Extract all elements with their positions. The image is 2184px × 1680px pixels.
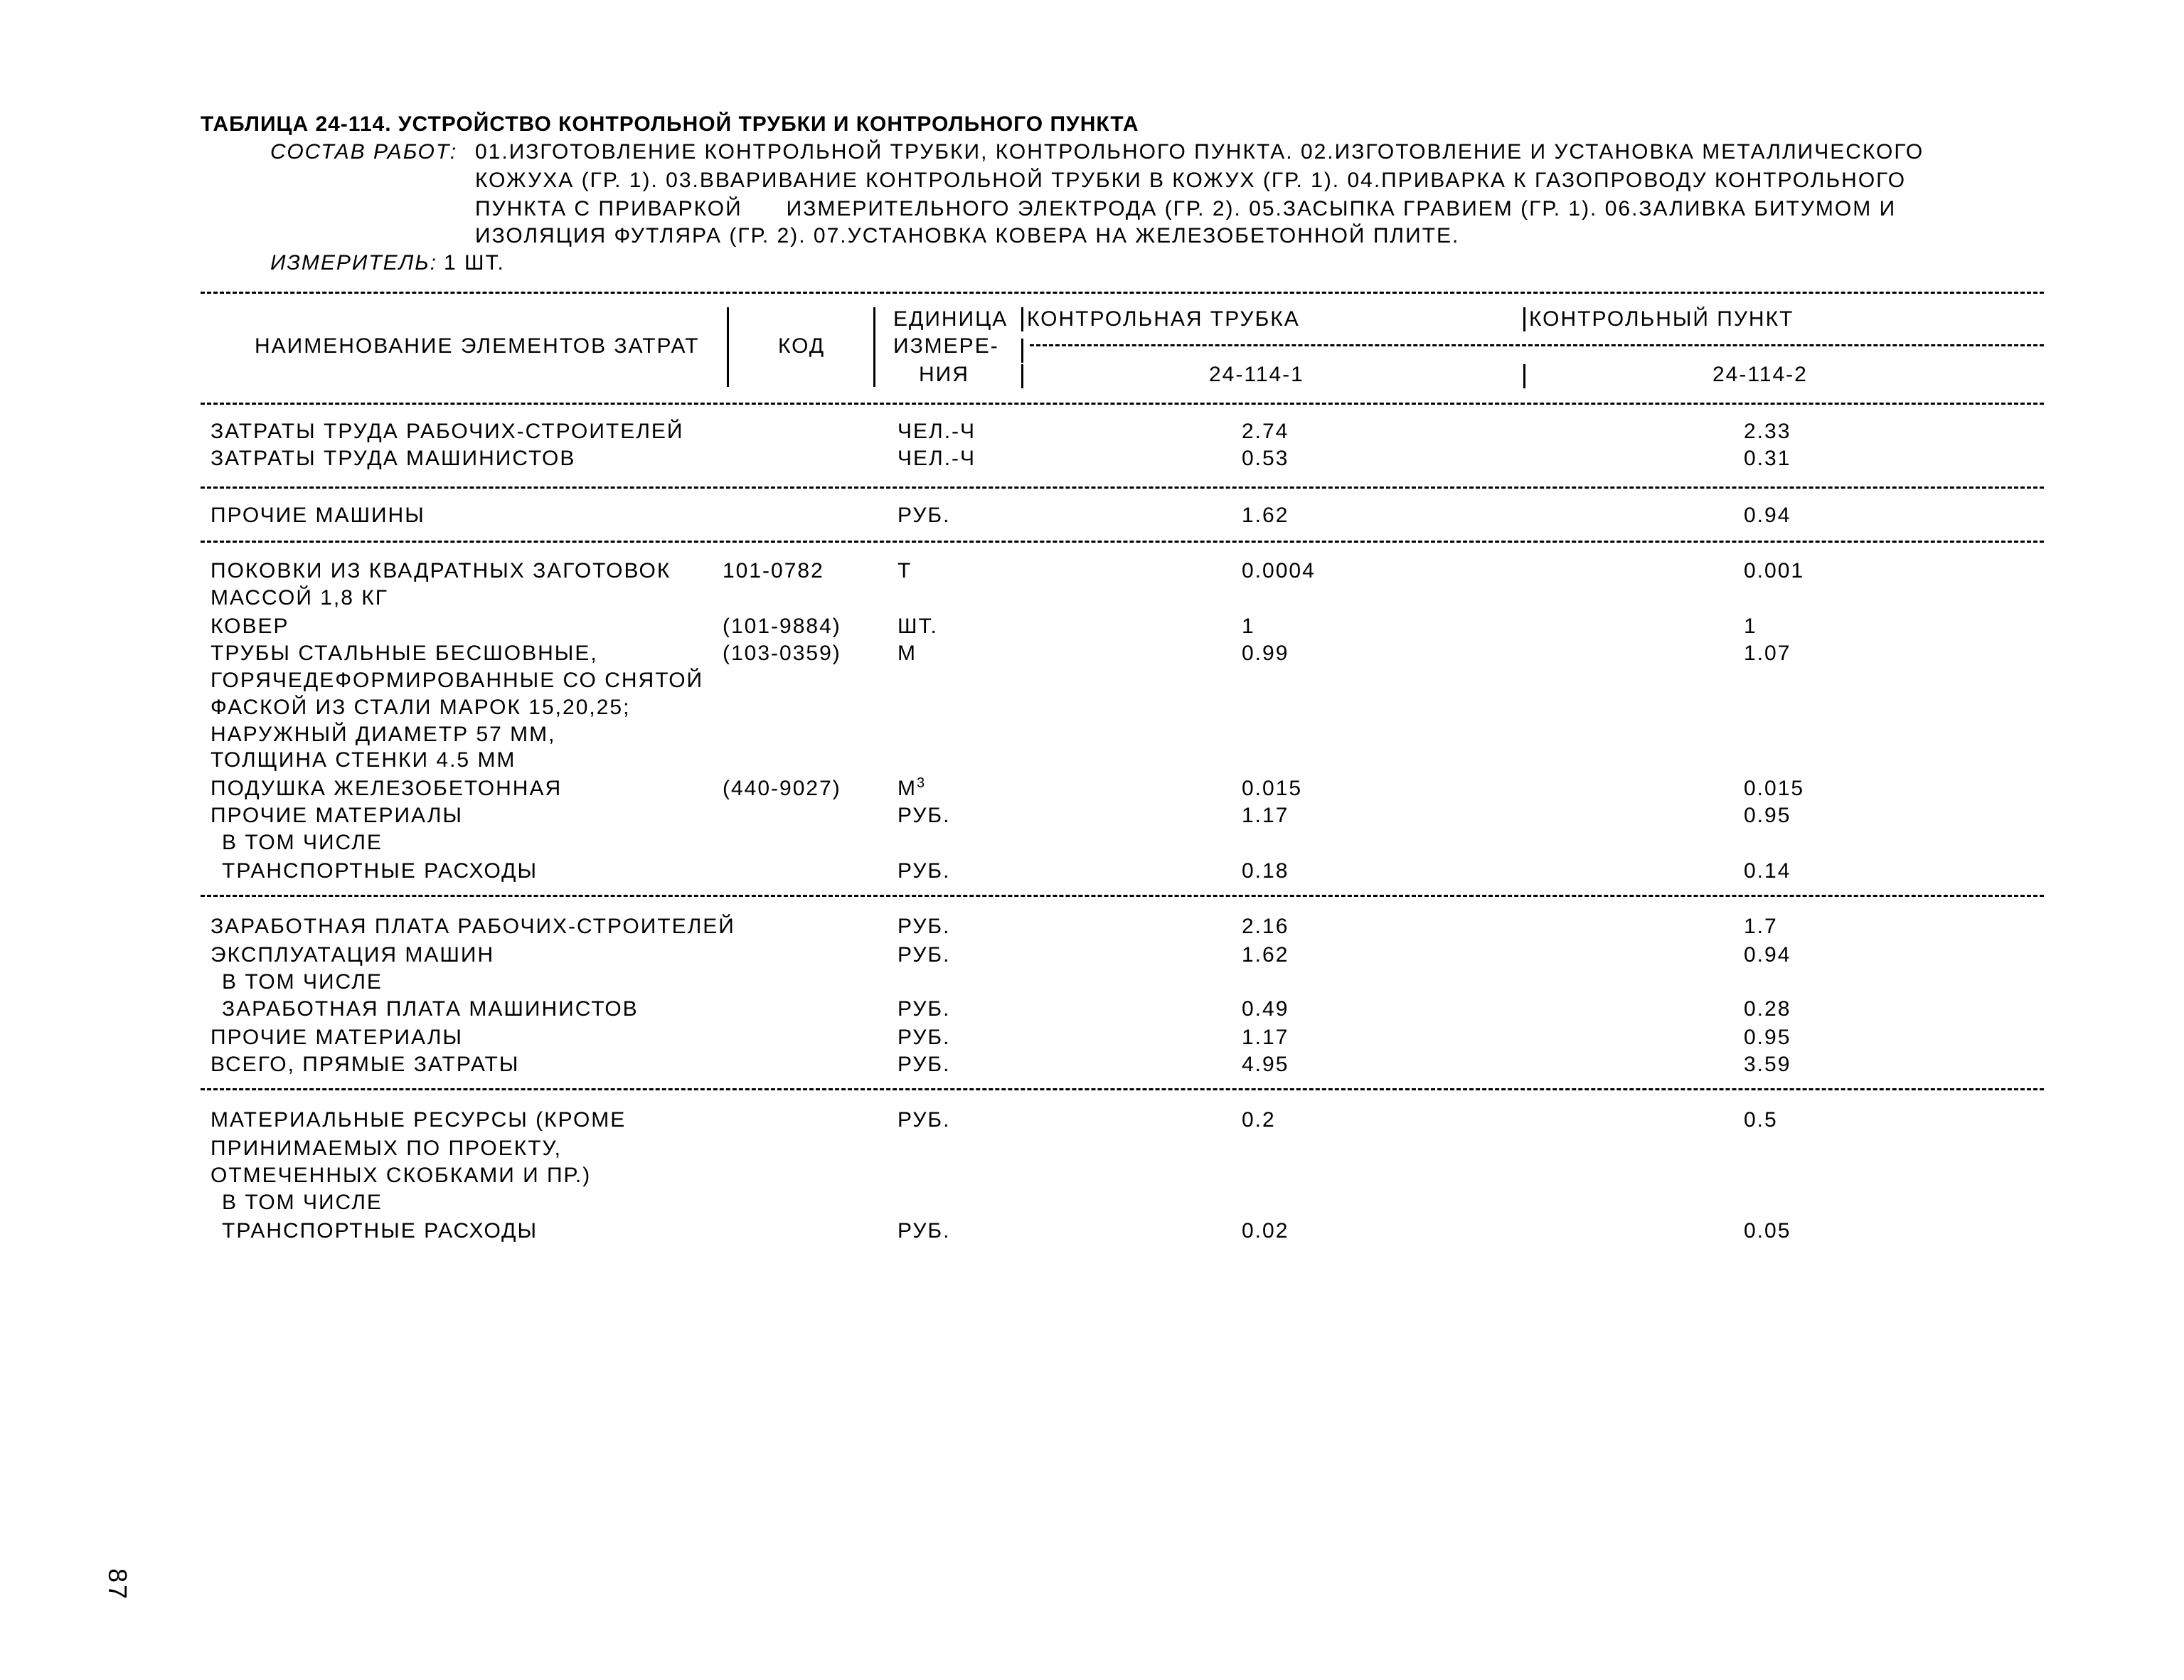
table-top-rule xyxy=(201,292,2044,294)
row-v2: 3.59 xyxy=(1744,1053,1791,1076)
row-name: ЗАТРАТЫ ТРУДА МАШИНИСТОВ xyxy=(211,447,576,470)
row-name: В ТОМ ЧИСЛЕ xyxy=(222,1191,383,1214)
row-v2: 0.94 xyxy=(1744,943,1791,967)
row-v1: 4.95 xyxy=(1242,1053,1289,1076)
row-name: В ТОМ ЧИСЛЕ xyxy=(222,970,383,994)
row-v2: 1 xyxy=(1744,615,1757,638)
row-v1: 0.2 xyxy=(1242,1108,1276,1132)
row-unit: РУБ. xyxy=(897,943,951,967)
header-unit: НИЯ xyxy=(919,363,969,386)
header-separator xyxy=(1021,307,1023,331)
row-code: (101-9884) xyxy=(723,615,841,638)
row-unit: РУБ. xyxy=(897,1026,951,1049)
row-v2: 0.001 xyxy=(1744,559,1805,583)
row-unit: РУБ. xyxy=(897,504,951,527)
section-rule xyxy=(201,487,2044,489)
row-v1: 0.02 xyxy=(1242,1219,1289,1243)
row-unit: $М^3$ xyxy=(897,775,927,800)
section-rule xyxy=(201,541,2044,543)
row-name: ВСЕГО, ПРЯМЫЕ ЗАТРАТЫ xyxy=(211,1053,520,1076)
composition-line: 01.ИЗГОТОВЛЕНИЕ КОНТРОЛЬНОЙ ТРУБКИ, КОНТРОЛЬНОГО ПУНКТА. 02.ИЗГОТОВЛЕНИЕ И УСТАНОВКА МЕТАЛЛИЧЕСКОГО xyxy=(475,140,1924,164)
header-separator xyxy=(727,307,729,387)
row-unit: РУБ. xyxy=(897,1053,951,1076)
row-v2: 0.95 xyxy=(1744,1026,1791,1049)
header-name: НАИМЕНОВАНИЕ ЭЛЕМЕНТОВ ЗАТРАТ xyxy=(255,334,700,358)
row-name: МАССОЙ 1,8 КГ xyxy=(211,586,389,610)
row-v1: 0.0004 xyxy=(1242,559,1316,583)
composition-line: КОЖУХА (ГР. 1). 03.ВВАРИВАНИЕ КОНТРОЛЬНОЙ ТРУБКИ В КОЖУХ (ГР. 1). 04.ПРИВАРКА К ГАЗОПРОВОДУ КОНТРОЛЬНОГО xyxy=(475,169,1907,192)
row-name: ФАСКОЙ ИЗ СТАЛИ МАРОК 15,20,25; xyxy=(211,696,631,719)
row-unit: РУБ. xyxy=(897,804,951,827)
row-name: ТРУБЫ СТАЛЬНЫЕ БЕСШОВНЫЕ, xyxy=(211,642,598,665)
header-separator xyxy=(873,307,875,387)
row-v2: 1.07 xyxy=(1744,642,1791,665)
meter-label: ИЗМЕРИТЕЛЬ: xyxy=(270,251,438,275)
row-v1: 2.16 xyxy=(1242,915,1289,938)
header-separator xyxy=(1021,364,1023,388)
row-v1: 1 xyxy=(1242,615,1255,638)
header-separator xyxy=(1523,307,1525,331)
row-v2: 0.5 xyxy=(1744,1108,1778,1132)
header-bottom-rule xyxy=(201,403,2044,405)
row-name: ПРОЧИЕ МАШИНЫ xyxy=(211,504,425,527)
row-v1: 0.49 xyxy=(1242,997,1289,1021)
row-v1: 1.17 xyxy=(1242,1026,1289,1049)
row-name: ТРАНСПОРТНЫЕ РАСХОДЫ xyxy=(222,1219,538,1243)
row-unit: РУБ. xyxy=(897,1108,951,1132)
header-unit: ЕДИНИЦА xyxy=(893,307,1008,331)
row-name: НАРУЖНЫЙ ДИАМЕТР 57 ММ, xyxy=(211,723,556,746)
row-v1: 1.62 xyxy=(1242,943,1289,967)
row-name: КОВЕР xyxy=(211,615,289,638)
header-code: КОД xyxy=(778,334,826,358)
row-v2: 0.94 xyxy=(1744,504,1791,527)
row-unit: ЧЕЛ.-Ч xyxy=(897,447,976,470)
row-name: МАТЕРИАЛЬНЫЕ РЕСУРСЫ (КРОМЕ xyxy=(211,1108,627,1132)
row-v1: 1.17 xyxy=(1242,804,1289,827)
row-name: ПРОЧИЕ МАТЕРИАЛЫ xyxy=(211,1026,463,1049)
row-name: ТРАНСПОРТНЫЕ РАСХОДЫ xyxy=(222,859,538,883)
row-unit: Т xyxy=(897,559,912,583)
row-name: ГОРЯЧЕДЕФОРМИРОВАННЫЕ СО СНЯТОЙ xyxy=(211,669,704,692)
row-v2: 0.015 xyxy=(1744,777,1805,800)
header-sub-rule xyxy=(1030,344,2044,346)
row-v2: 0.95 xyxy=(1744,804,1791,827)
header-separator xyxy=(1523,364,1525,388)
composition-label: СОСТАВ РАБОТ: xyxy=(270,140,458,164)
row-name: ПРИНИМАЕМЫХ ПО ПРОЕКТУ, xyxy=(211,1137,562,1160)
row-v1: 0.18 xyxy=(1242,859,1289,883)
row-v1: 0.015 xyxy=(1242,777,1303,800)
row-v2: 0.14 xyxy=(1744,859,1791,883)
composition-line: ПУНКТА С ПРИВАРКОЙ ИЗМЕРИТЕЛЬНОГО ЭЛЕКТРОДА (ГР. 2). 05.ЗАСЫПКА ГРАВИЕМ (ГР. 1). 06.ЗАЛИВКА БИТУМОМ И xyxy=(475,197,1897,220)
row-code: 101-0782 xyxy=(723,559,824,583)
row-name: ПОДУШКА ЖЕЛЕЗОБЕТОННАЯ xyxy=(211,777,563,800)
composition-line: ИЗОЛЯЦИЯ ФУТЛЯРА (ГР. 2). 07.УСТАНОВКА КОВЕРА НА ЖЕЛЕЗОБЕТОННОЙ ПЛИТЕ. xyxy=(475,224,1460,248)
row-name: ТОЛЩИНА СТЕНКИ 4.5 ММ xyxy=(211,748,516,772)
row-name: ЗАРАБОТНАЯ ПЛАТА РАБОЧИХ-СТРОИТЕЛЕЙ xyxy=(211,915,735,938)
row-name: ПРОЧИЕ МАТЕРИАЛЫ xyxy=(211,804,463,827)
row-unit: РУБ. xyxy=(897,997,951,1021)
row-v2: 2.33 xyxy=(1744,420,1791,443)
meter-value: 1 ШТ. xyxy=(444,251,505,275)
row-unit: М xyxy=(897,642,917,665)
row-unit: ЧЕЛ.-Ч xyxy=(897,420,976,443)
row-code: (103-0359) xyxy=(723,642,841,665)
section-rule xyxy=(201,1088,2044,1090)
row-v2: 1.7 xyxy=(1744,915,1778,938)
row-unit: ШТ. xyxy=(897,615,938,638)
row-v2: 0.28 xyxy=(1744,997,1791,1021)
row-name: ЗАРАБОТНАЯ ПЛАТА МАШИНИСТОВ xyxy=(222,997,639,1021)
row-v1: 2.74 xyxy=(1242,420,1289,443)
header-col-1: 24-114-1 xyxy=(1209,363,1304,386)
row-name: В ТОМ ЧИСЛЕ xyxy=(222,831,383,854)
header-unit: ИЗМЕРЕ- xyxy=(893,334,999,358)
row-unit: РУБ. xyxy=(897,915,951,938)
row-name: ЗАТРАТЫ ТРУДА РАБОЧИХ-СТРОИТЕЛЕЙ xyxy=(211,420,684,443)
row-v2: 0.05 xyxy=(1744,1219,1791,1243)
row-name: ЭКСПЛУАТАЦИЯ МАШИН xyxy=(211,943,495,967)
header-col-2: 24-114-2 xyxy=(1712,363,1808,386)
row-unit: РУБ. xyxy=(897,859,951,883)
row-name: ПОКОВКИ ИЗ КВАДРАТНЫХ ЗАГОТОВОК xyxy=(211,559,671,583)
header-separator xyxy=(1021,339,1023,363)
row-v1: 0.99 xyxy=(1242,642,1289,665)
row-name: ОТМЕЧЕННЫХ СКОБКАМИ И ПР.) xyxy=(211,1164,592,1187)
header-group-tube: КОНТРОЛЬНАЯ ТРУБКА xyxy=(1027,307,1300,331)
table-title: ТАБЛИЦА 24-114. УСТРОЙСТВО КОНТРОЛЬНОЙ ТРУБКИ И КОНТРОЛЬНОГО ПУНКТА xyxy=(201,112,1139,136)
unit-superscript: 3 xyxy=(917,775,927,791)
header-group-point: КОНТРОЛЬНЫЙ ПУНКТ xyxy=(1529,307,1794,331)
row-v1: 1.62 xyxy=(1242,504,1289,527)
row-v1: 0.53 xyxy=(1242,447,1289,470)
section-rule xyxy=(201,895,2044,897)
page-number: 87 xyxy=(103,1568,132,1602)
row-v2: 0.31 xyxy=(1744,447,1791,470)
row-unit: РУБ. xyxy=(897,1219,951,1243)
row-code: (440-9027) xyxy=(723,777,841,800)
